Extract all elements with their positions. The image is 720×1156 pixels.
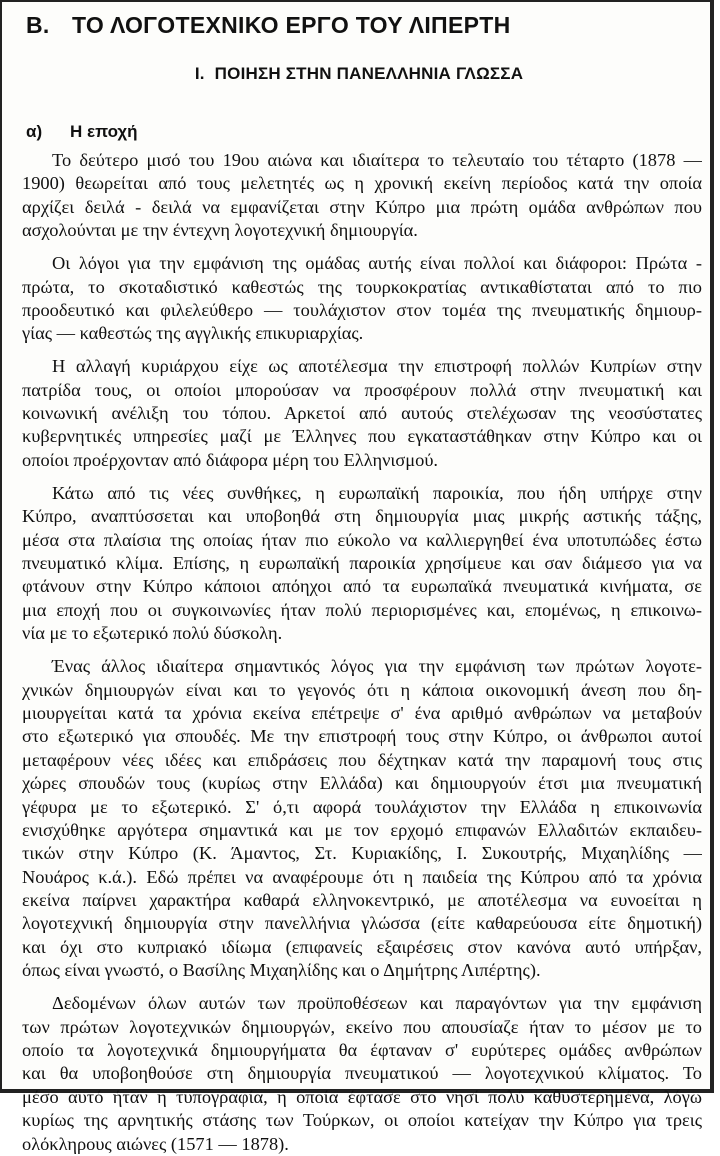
text-line: πνευματικό κλίμα. Επίσης, η ευρωπαϊκή παροικία χρησίμευε και σαν διάμεσο για να [22,553,702,574]
body-text [22,149,702,1156]
text-line: αρχίζει δειλά - δειλά να εμφανίζεται στην Κύπρο μια πρώτη ομάδα ανθρώπων που [22,196,702,217]
text-line: ασχολούνται με την έντεχνη λογοτεχνική δημιουργία. [22,220,418,241]
text-line: και θα υποβοηθούσε στη δημιουργία πνευματικού — λογοτεχνικού κλίματος. Το [22,1063,702,1084]
text-line: χώρες σπουδών τους (κυρίως στην Ελλάδα) και δημιουργούν έτσι μια πνευματική [22,773,702,794]
text-line: όπως είναι γνωστό, ο Βασίλης Μιχαηλίδης και ο Δημήτρης Λιπέρτης). [22,960,541,981]
text-line: Η αλλαγή κυριάρχου είχε ως αποτέλεσμα την επιστροφή πολλών Κυπρίων στην [52,356,702,377]
text-line: οποίοι προέρχονταν από διάφορα μέρη του Ελληνισμού. [22,449,439,470]
text-line: μέσο αυτό ήταν η τυπογραφία, η οποία έφτασε στο νησί πολύ καθυστερημένα, λόγω [22,1086,702,1107]
text-line: Κύπρο, αναπτύσσεται και υποβοηθά στη δημιουργία μιας μικρής αστικής τάξης, [22,506,702,527]
text-line: μεταφέρουν νέες ιδέες και επιδράσεις που δέχτηκαν κατά την παραμονή τους στις [22,749,702,770]
text-line: φτάνουν στην Κύπρο κάποιοι απόηχοι από τα ευρωπαϊκά πνευματικά κινήματα, σε [22,576,702,597]
text-line: οποίο τα λογοτεχνικά δημιουργήματα θα έφταναν σ' ευρύτερες ομάδες ανθρώπων [22,1040,702,1061]
text-line: μέσα στα πλαίσια της οποίας ήταν πιο εύκολο να καλλιεργηθεί ένα υποτυπώδες έστω [22,529,702,550]
section-heading [2,64,716,84]
text-line: ολόκληρους αιώνες (1571 — 1878). [22,1133,289,1154]
text-line: χνικών δημιουργών είναι και το γεγονός ότι η κάποια οικονομική άνεση που δη- [22,679,702,700]
text-line: και όχι στο κυπριακό ιδίωμα (επιφανείς εξαιρέσεις στον κανόνα αυτό υπήρξαν, [22,936,702,957]
chapter-title: ΤΟ ΛΟΓΟΤΕΧΝΙΚΟ ΕΡΓΟ ΤΟΥ ΛΙΠΕΡΤΗ [72,12,511,38]
text-line: Το δεύτερο μισό του 19ου αιώνα και ιδιαίτερα το τελευταίο του τέταρτο (1878 — [52,150,702,170]
paragraph-6 [22,992,702,1156]
text-line: εκείνα παίρνει χαρακτήρα καθαρά ελληνοκεντρικό, με αποτέλεσμα να ευνοείται η [22,890,702,911]
text-line: μιουργείται κατά τα χρόνια εκείνα επέτρεψε σ' ένα αριθμό ανθρώπων να μεταβούν [22,702,702,723]
text-line: γέφυρα με το εξωτερικό. Σ' ό,τι αφορά τουλάχιστον την Ελλάδα η επικοινωνία [22,796,702,817]
text-line: κυβερνητικές υπηρεσίες μαζί με Έλληνες που εγκαταστάθηκαν στην Κύπρο και οι [22,426,702,447]
section-number: I. [194,64,205,83]
text-line: κυρίως της αρνητικής στάσης των Τούρκων, οι οποίοι κατείχαν την Κύπρο για τρεις [22,1110,702,1131]
text-line: ενισχύθηκε αργότερα σημαντικά και με τον ερχομό επιφανών Ελλαδιτών εκπαιδευ- [22,819,702,840]
text-line: Κάτω από τις νέες συνθήκες, η ευρωπαϊκή παροικία, που ήδη υπήρχε στην [52,482,702,503]
subsection-label: α) [26,122,43,141]
text-line: γίας — καθεστώς της αγγλικής επικυριαρχίας. [22,323,364,344]
text-line: στο εξωτερικό για σπουδές. Με την επιστροφή τους στην Κύπρο, οι άνθρωποι αυτοί [22,726,702,747]
subsection-title: Η εποχή [70,122,138,141]
paragraph-4 [22,482,702,646]
paragraph-3 [22,355,702,472]
text-line: πρώτα, το σκοταδιστικό καθεστώς της τουρκοκρατίας αντικαθίσταται από το πιο [22,276,702,297]
text-line: νία με το εξωτερικό πολύ δύσκολη. [22,623,283,644]
paragraph-2 [22,252,702,346]
chapter-heading [26,12,696,39]
text-line: τικών στην Κύπρο (Κ. Άμαντος, Στ. Κυριακίδης, Ι. Συκουτρής, Μιχαηλίδης — [22,843,702,864]
text-line: λογοτεχνική δημιουργία στην πανελλήνια γλώσσα (είτε καθαρεύουσα είτε δημοτική) [22,913,702,934]
paragraph-1 [22,149,702,243]
text-line: κοινωνική ανέλιξη του τόπου. Αρκετοί από αυτούς στελέχωσαν της νεοσύστατες [22,403,702,424]
paragraph-5 [22,655,702,982]
text-line: Οι λόγοι για την εμφάνιση της ομάδας αυτής είναι πολλοί και διάφοροι: Πρώτα - [52,253,702,274]
text-line: προοδευτικό και φιλελεύθερο — τουλάχιστον στον τομέα της πνευματικής δημιουρ- [22,299,702,320]
text-line: Δεδομένων όλων αυτών των προϋποθέσεων και παραγόντων για την εμφάνιση [52,993,702,1014]
text-line: Ένας άλλος ιδιαίτερα σημαντικός λόγος για την εμφάνιση των πρώτων λογοτε- [52,656,702,677]
section-title: ΠΟΙΗΣΗ ΣΤΗΝ ΠΑΝΕΛΛΗΝΙΑ ΓΛΩΣΣΑ [214,64,524,83]
text-line: 1900) θεωρείται από τους μελετητές ως η χρονική εκείνη περίοδος κατά την οποία [22,173,702,194]
text-line: Νουάρος κ.ά.). Εδώ πρέπει να αναφέρουμε ότι η παιδεία της Κύπρου από τα χρόνια [22,866,702,887]
chapter-number: B. [26,12,50,38]
text-line: μια εποχή που οι συγκοινωνίες ήταν πολύ περιορισμένες και, επομένως, η επικοινω- [22,599,702,620]
subsection-heading [26,122,138,142]
text-line: των πρώτων λογοτεχνικών δημιουργών, εκείνο που απουσίαζε ήταν το μέσον με το [22,1016,702,1037]
text-line: πατρίδα τους, οι οποίοι μπορούσαν να προσφέρουν πολλά στην πνευματική και [22,379,702,400]
